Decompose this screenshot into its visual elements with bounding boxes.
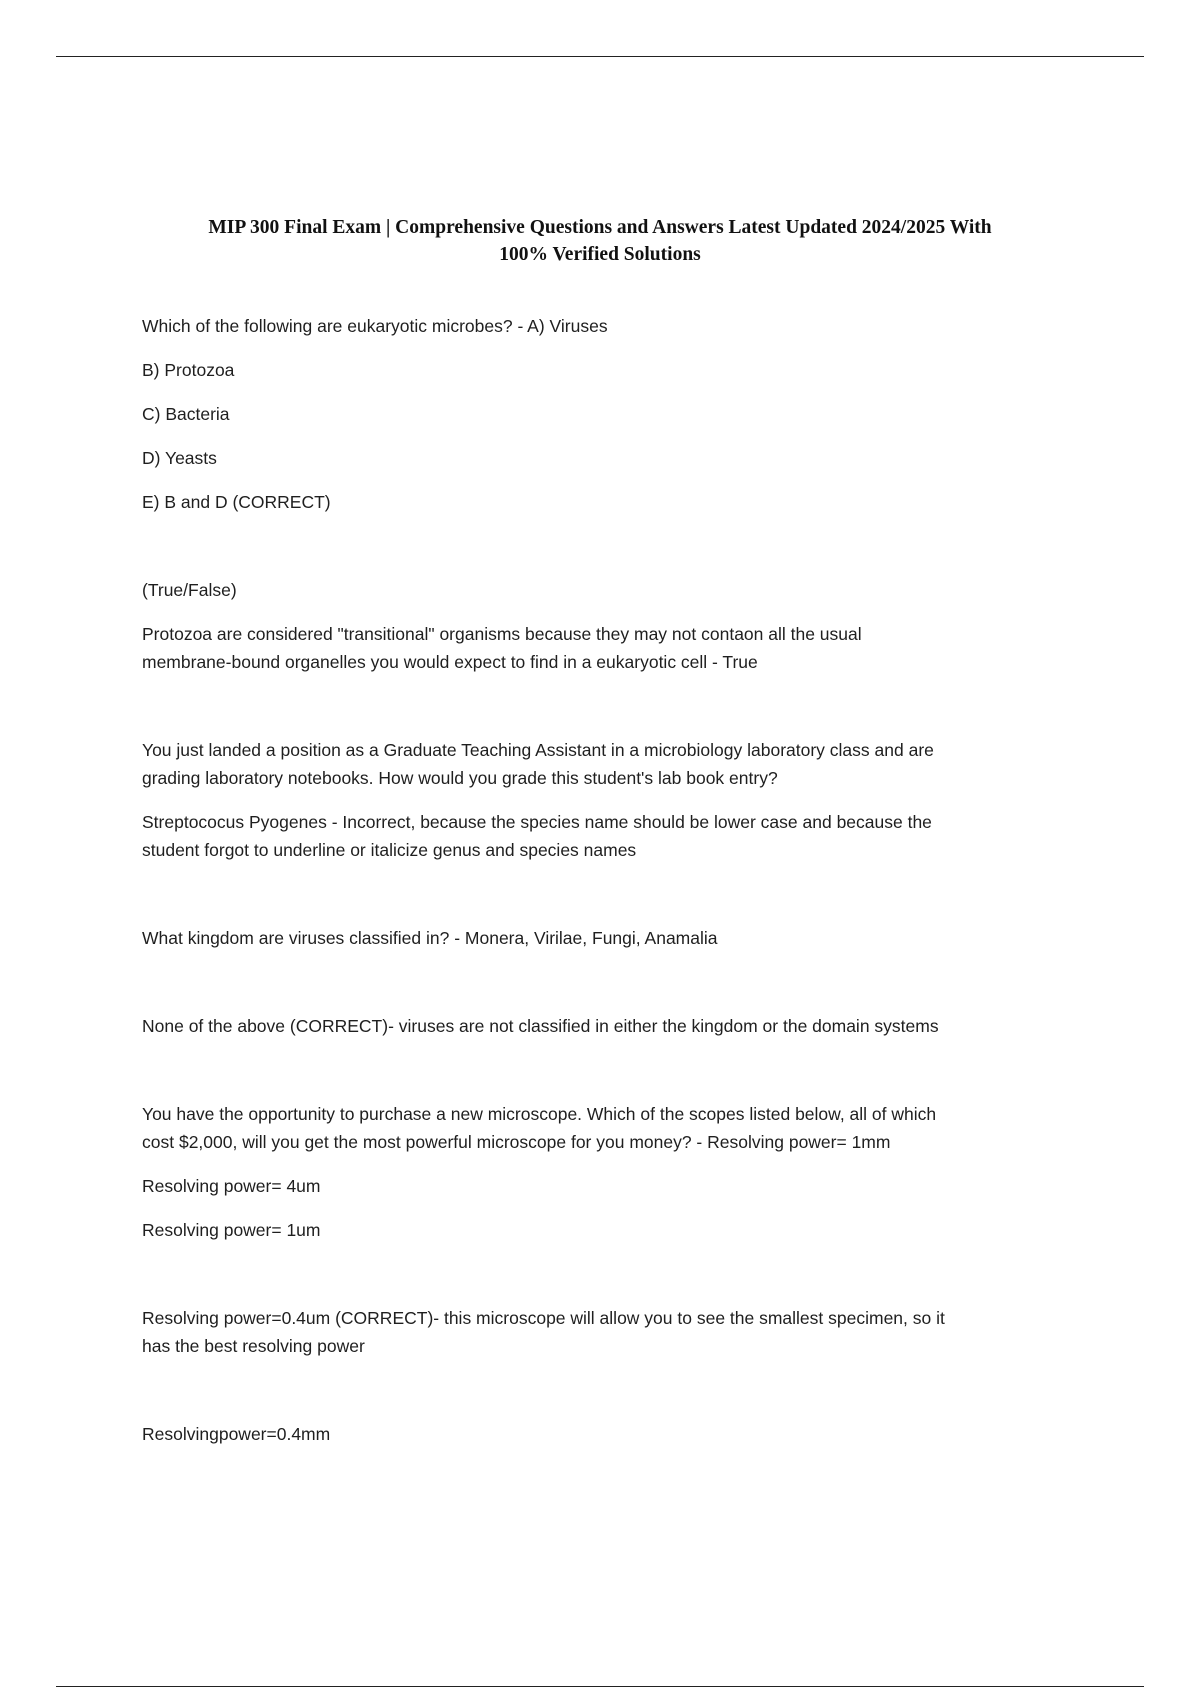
q3-answer-line-2: student forgot to underline or italicize genus and species names [142,840,637,860]
q5-option-3: Resolving power= 1um [142,1220,321,1240]
q1-option-e: E) B and D (CORRECT) [142,492,331,512]
title-line-1: MIP 300 Final Exam | Comprehensive Questions and Answers Latest Updated 2024/2025 With [208,217,992,238]
document-title [130,214,1070,268]
q2-line-2: membrane-bound organelles you would expect to find in a eukaryotic cell - True [142,652,758,672]
q5-correct [142,1304,1072,1360]
q3-question-line-1: You just landed a position as a Graduate Teaching Assistant in a microbiology laboratory class and are [142,740,934,760]
q5-correct-line-2: has the best resolving power [142,1336,365,1356]
q3-answer [142,808,1072,864]
q5-question [142,1100,1072,1156]
q1-question: Which of the following are eukaryotic microbes? - A) Viruses [142,316,608,336]
q1-option-b: B) Protozoa [142,360,235,380]
q5-correct-line-1: Resolving power=0.4um (CORRECT)- this microscope will allow you to see the smallest specimen, so it [142,1308,945,1328]
q1-option-d: D) Yeasts [142,448,217,468]
q1-option-c: C) Bacteria [142,404,230,424]
top-rule [56,56,1144,57]
q2-label: (True/False) [142,580,237,600]
q4-question: What kingdom are viruses classified in? - Monera, Virilae, Fungi, Anamalia [142,928,718,948]
q3-answer-line-1: Streptococus Pyogenes - Incorrect, because the species name should be lower case and because the [142,812,932,832]
q3-question-line-2: grading laboratory notebooks. How would you grade this student's lab book entry? [142,768,778,788]
q5-question-line-1: You have the opportunity to purchase a new microscope. Which of the scopes listed below, all of which [142,1104,937,1124]
q3-question [142,736,1072,792]
q2-statement [142,620,1072,676]
q5-question-line-2: cost $2,000, will you get the most powerful microscope for you money? - Resolving power= 1mm [142,1132,891,1152]
q5-option-5: Resolvingpower=0.4mm [142,1424,331,1444]
bottom-rule [56,1686,1144,1687]
title-line-2: 100% Verified Solutions [499,244,701,265]
q5-option-2: Resolving power= 4um [142,1176,321,1196]
document-body [142,312,1072,1448]
q2-line-1: Protozoa are considered "transitional" organisms because they may not contaon all the usual [142,624,862,644]
q4-answer: None of the above (CORRECT)- viruses are not classified in either the kingdom or the domain systems [142,1016,939,1036]
